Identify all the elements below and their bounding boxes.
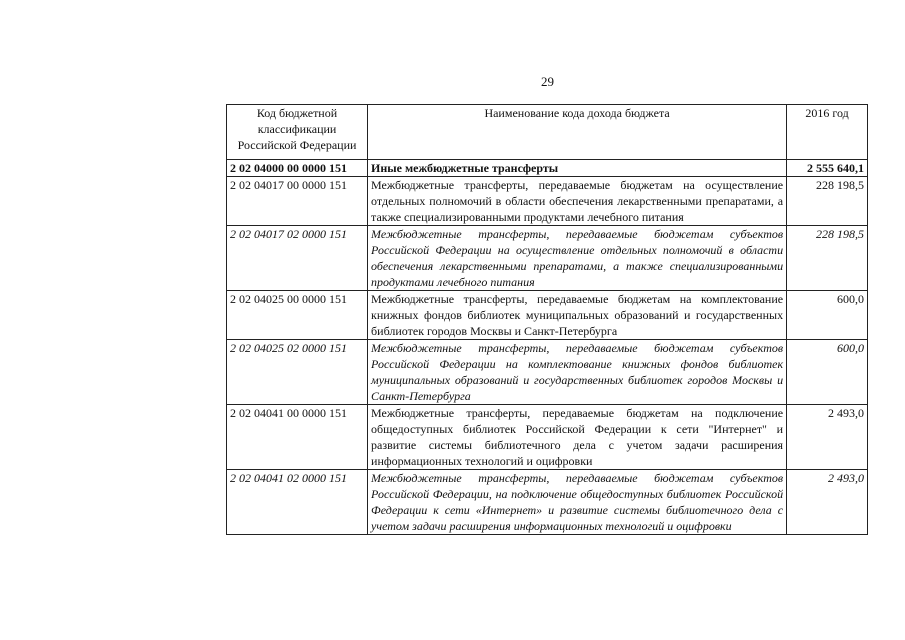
table-row: [227, 405, 868, 470]
header-year: 2016 год: [787, 105, 868, 160]
row-code: 2 02 04025 00 0000 151: [227, 291, 368, 340]
row-name: Межбюджетные трансферты, передаваемые бюджетам на комплектование книжных фондов библиотек муниципальных образований и государственных библиотек городов Москвы и Санкт-Петербурга: [368, 291, 787, 340]
budget-revenue-table: [226, 104, 868, 535]
row-name: Иные межбюджетные трансферты: [368, 160, 787, 177]
header-name: Наименование кода дохода бюджета: [368, 105, 787, 160]
row-value: 600,0: [787, 340, 868, 405]
row-value: 2 493,0: [787, 470, 868, 535]
table-row: [227, 470, 868, 535]
row-name: Межбюджетные трансферты, передаваемые бюджетам на подключение общедоступных библиотек Российской Федерации к сети "Интернет" и развитие системы библиотечного дела с учетом задачи расширения информационных технологий и оцифровки: [368, 405, 787, 470]
table-row: [227, 160, 868, 177]
header-code: Код бюджетной классификации Российской Федерации: [227, 105, 368, 160]
row-name: Межбюджетные трансферты, передаваемые бюджетам субъектов Российской Федерации на комплектование книжных фондов библиотек муниципальных образований и государственных библиотек городов Москвы и Санкт-Петербурга: [368, 340, 787, 405]
row-code: 2 02 04017 00 0000 151: [227, 177, 368, 226]
table-row: [227, 291, 868, 340]
page-number: 29: [541, 74, 554, 89]
row-value: 228 198,5: [787, 177, 868, 226]
row-value: 2 555 640,1: [787, 160, 868, 177]
row-code: 2 02 04041 02 0000 151: [227, 470, 368, 535]
row-value: 228 198,5: [787, 226, 868, 291]
row-name: Межбюджетные трансферты, передаваемые бюджетам субъектов Российской Федерации на осуществление отдельных полномочий в области обеспечения лекарственными препаратами, а также специализированными продуктами лечебного питания: [368, 226, 787, 291]
row-name: Межбюджетные трансферты, передаваемые бюджетам на осуществление отдельных полномочий в области обеспечения лекарственными препаратами, а также специализированными продуктами лечебного питания: [368, 177, 787, 226]
table-row: [227, 177, 868, 226]
row-code: 2 02 04025 02 0000 151: [227, 340, 368, 405]
table-header-row: [227, 105, 868, 160]
row-name: Межбюджетные трансферты, передаваемые бюджетам субъектов Российской Федерации, на подключение общедоступных библиотек Российской Федерации к сети «Интернет» и развитие системы библиотечного дела с учетом задачи расширения информационных технологий и оцифровки: [368, 470, 787, 535]
row-value: 2 493,0: [787, 405, 868, 470]
row-code: 2 02 04000 00 0000 151: [227, 160, 368, 177]
table-row: [227, 340, 868, 405]
row-code: 2 02 04017 02 0000 151: [227, 226, 368, 291]
row-code: 2 02 04041 00 0000 151: [227, 405, 368, 470]
table-row: [227, 226, 868, 291]
row-value: 600,0: [787, 291, 868, 340]
